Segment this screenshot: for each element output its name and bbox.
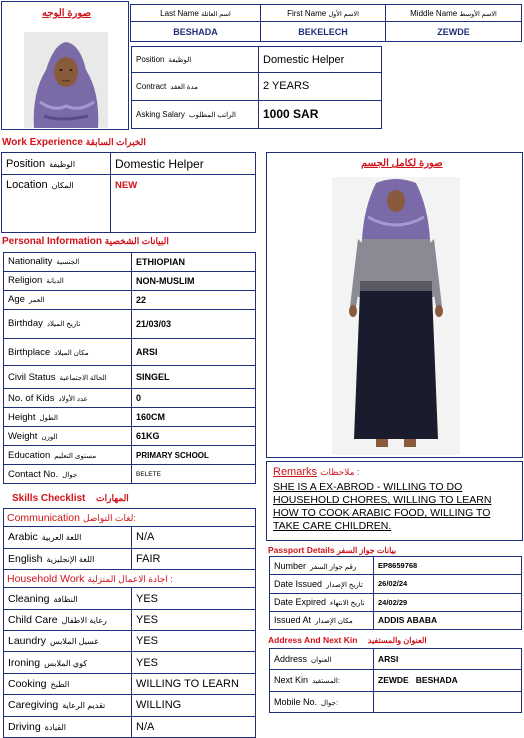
passport-row-value: 24/02/29 (374, 593, 522, 611)
skills-table (3, 508, 256, 738)
position-label: Position الوظيفة (132, 47, 259, 73)
address-row-value (374, 691, 522, 712)
full-body-photo (332, 177, 460, 455)
personal-row (4, 389, 256, 408)
work-location-value: NEW (111, 175, 256, 233)
work-position-label: Position الوظيفة (2, 153, 111, 175)
address-title: Address And Next Kin العنوان والمستفيد (268, 635, 427, 645)
passport-row-label: Date Expired تاريخ الانتهاء (270, 593, 374, 611)
skill-row-value: YES (132, 652, 256, 673)
personal-row-value: PRIMARY SCHOOL (132, 446, 256, 465)
remarks-box (266, 461, 523, 541)
face-photo-title: صورة الوجه (42, 8, 92, 19)
passport-row-value: EP8659768 (374, 557, 522, 575)
personal-row-value: 61KG (132, 427, 256, 446)
names-table (130, 4, 522, 42)
personal-row (4, 465, 256, 484)
salary-value: 1000 SAR (259, 100, 382, 128)
personal-row-label: Education مستوى التعليم (4, 446, 132, 465)
middle-name-value: ZEWDE (386, 22, 522, 42)
contract-value: 2 YEARS (259, 73, 382, 100)
skill-row-label: Arabic اللغة العربية (4, 527, 132, 548)
address-row (270, 649, 522, 670)
remarks-text: SHE IS A EX-ABROD - WILLING TO DO HOUSEHOLD CHORES, WILLING TO LEARN HOW TO COOK ARABIC FOOD, WILLING TO TAKE CARE CHILDREN. (273, 481, 492, 532)
passport-row-value: ADDIS ABABA (374, 611, 522, 629)
personal-row (4, 446, 256, 465)
skill-row-label: English اللغة الإنجليزية (4, 548, 132, 569)
personal-row-value: 0 (132, 389, 256, 408)
skill-row-value: YES (132, 588, 256, 609)
address-row (270, 691, 522, 712)
passport-row-value: 26/02/24 (374, 575, 522, 593)
personal-row (4, 290, 256, 309)
personal-row-label: Birthplace مكان الميلاد (4, 339, 132, 366)
skill-row-value: WILLING (132, 695, 256, 716)
address-row-value: ARSI (374, 649, 522, 670)
passport-row (270, 593, 522, 611)
personal-info-title: Personal Information البيانات الشخصية (2, 236, 169, 247)
skill-row (4, 527, 256, 548)
personal-row-value: BELETE (132, 465, 256, 484)
personal-row-value: NON-MUSLIM (132, 271, 256, 290)
passport-row-label: Number رقم جواز السفر (270, 557, 374, 575)
passport-title: Passport Details بيانات جواز السفر (268, 545, 397, 555)
personal-row-label: Age العمر (4, 290, 132, 309)
personal-row-value: ARSI (132, 339, 256, 366)
address-table (269, 648, 522, 713)
personal-row-label: Weight الوزن (4, 427, 132, 446)
job-table (131, 46, 382, 129)
work-experience-title: Work Experience الخبرات السابقة (2, 137, 146, 148)
personal-row-label: Religion الديانة (4, 271, 132, 290)
address-row-value: ZEWDE BESHADA (374, 670, 522, 691)
communication-header: Communication لغات التواصل: (4, 509, 256, 527)
skill-row-label: Driving القيادة (4, 716, 132, 738)
personal-row-label: Birthday تاريخ الميلاد (4, 309, 132, 338)
full-body-photo-frame (266, 152, 523, 458)
skill-row (4, 652, 256, 673)
skill-row-label: Cleaning النظافة (4, 588, 132, 609)
address-row-label: Address العنوان (270, 649, 374, 670)
skill-row-label: Cooking الطبخ (4, 673, 132, 694)
middle-name-label: Middle Name الاسم الأوسط (386, 5, 522, 22)
personal-info-table (3, 252, 256, 484)
skill-row-label: Ironing كوي الملابس (4, 652, 132, 673)
work-location-label: Location المكان (2, 175, 111, 233)
skill-row-label: Child Care رعاية الاطفال (4, 609, 132, 630)
face-photo-frame (1, 1, 129, 130)
personal-row (4, 339, 256, 366)
personal-row-label: Contact No. جوال (4, 465, 132, 484)
skill-row (4, 588, 256, 609)
salary-label: Asking Salary الراتب المطلوب (132, 100, 259, 128)
passport-row-label: Date Issued تاريخ الإصدار (270, 575, 374, 593)
address-row-label: Mobile No. جوال: (270, 691, 374, 712)
personal-row-label: Nationality الجنسية (4, 253, 132, 272)
personal-row (4, 253, 256, 272)
personal-row (4, 427, 256, 446)
passport-row (270, 557, 522, 575)
remarks-title: Remarks ملاحظات : (273, 466, 360, 478)
full-body-photo-title: صورة لكامل الجسم (361, 158, 443, 169)
passport-row (270, 611, 522, 629)
skill-row-value: WILLING TO LEARN (132, 673, 256, 694)
skill-row-value: YES (132, 609, 256, 630)
personal-row-value: SINGEL (132, 366, 256, 389)
address-row-label: Next Kin المستفيد: (270, 670, 374, 691)
skill-row (4, 631, 256, 652)
skill-row (4, 716, 256, 738)
skill-row-label: Caregiving تقديم الرعاية (4, 695, 132, 716)
passport-row-label: Issued At مكان الإصدار (270, 611, 374, 629)
passport-table (269, 556, 522, 630)
skill-row-value: N/A (132, 527, 256, 548)
position-value: Domestic Helper (259, 47, 382, 73)
face-photo (24, 32, 108, 128)
skill-row-value: FAIR (132, 548, 256, 569)
skill-row (4, 695, 256, 716)
address-row (270, 670, 522, 691)
skill-row (4, 609, 256, 630)
personal-row (4, 366, 256, 389)
first-name-value: BEKELECH (261, 22, 386, 42)
skills-title: Skills Checklist المهارات (12, 493, 129, 504)
personal-row-label: Civil Status الحالة الاجتماعية (4, 366, 132, 389)
personal-row-label: No. of Kids عدد الأولاد (4, 389, 132, 408)
personal-row-value: 160CM (132, 408, 256, 427)
personal-row-value: ETHIOPIAN (132, 253, 256, 272)
contract-label: Contract مدة العقد (132, 73, 259, 100)
skill-row-value: YES (132, 631, 256, 652)
passport-row (270, 575, 522, 593)
last-name-label: Last Name اسم العائلة (131, 5, 261, 22)
personal-row (4, 309, 256, 338)
personal-row (4, 408, 256, 427)
personal-row-value: 22 (132, 290, 256, 309)
first-name-label: First Name الاسم الأول (261, 5, 386, 22)
work-experience-table (1, 152, 256, 233)
personal-row-label: Height الطول (4, 408, 132, 427)
skill-row-value: N/A (132, 716, 256, 738)
personal-row-value: 21/03/03 (132, 309, 256, 338)
work-position-value: Domestic Helper (111, 153, 256, 175)
skill-row (4, 673, 256, 694)
last-name-value: BESHADA (131, 22, 261, 42)
skill-row-label: Laundry غسيل الملابس (4, 631, 132, 652)
skill-row (4, 548, 256, 569)
personal-row (4, 271, 256, 290)
household-header: Household Work اجادة الاعمال المنزلية : (4, 570, 256, 588)
